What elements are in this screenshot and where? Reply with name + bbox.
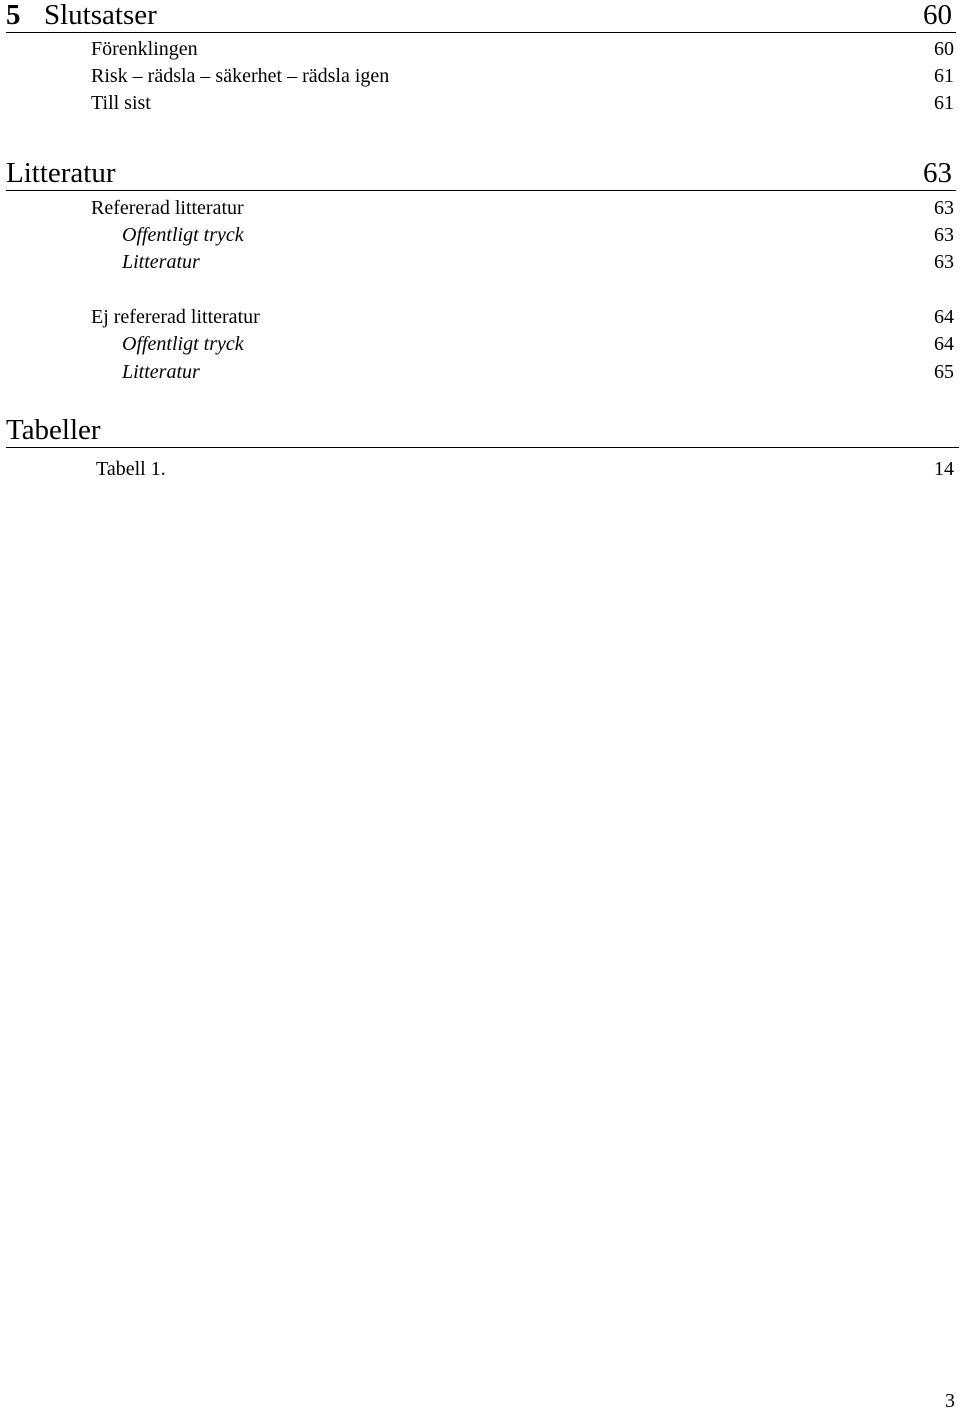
section-number: 5 [6,0,21,31]
toc-entry-label: Tabell 1. [96,458,166,480]
toc-heading-slutsatser [6,0,956,33]
toc-entry-page: 14 [934,458,954,480]
section-page: 63 [923,157,952,189]
toc-subsection-page: 64 [934,306,954,328]
toc-entry-label: Till sist [91,92,151,114]
toc-entry-label: Offentligt tryck [122,333,244,355]
toc-entry-page: 61 [934,65,954,87]
toc-entry [122,360,954,386]
toc-subsection-label: Ej refererad litteratur [91,306,260,328]
toc-entry-label: Risk – rädsla – säkerhet – rädsla igen [91,65,390,87]
page-number: 3 [945,1390,955,1412]
toc-entry [122,250,954,276]
toc-entry [91,64,954,90]
toc-entry-page: 64 [934,333,954,355]
toc-heading-litteratur [6,158,956,191]
toc-entry-page: 63 [934,251,954,273]
toc-subsection [91,196,954,222]
section-title: Tabeller [6,414,101,446]
toc-subsection-page: 63 [934,197,954,219]
toc-entry-label: Offentligt tryck [122,224,244,246]
section-title: Litteratur [6,157,116,189]
toc-subsection [91,305,954,331]
toc-subsection-label: Refererad litteratur [91,197,244,219]
toc-entry [122,223,954,249]
toc-entry [91,37,954,63]
toc-entry-page: 65 [934,361,954,383]
toc-entry-label: Litteratur [122,361,200,383]
toc-entry-label: Förenklingen [91,38,198,60]
section-page: 60 [923,0,952,31]
toc-entry-page: 60 [934,38,954,60]
toc-entry [122,332,954,358]
toc-entry-label: Litteratur [122,251,200,273]
toc-entry-page: 61 [934,92,954,114]
toc-entry-page: 63 [934,224,954,246]
toc-entry [91,91,954,117]
toc-entry [96,457,954,483]
section-title: Slutsatser [44,0,157,31]
toc-heading-tabeller [6,415,959,448]
